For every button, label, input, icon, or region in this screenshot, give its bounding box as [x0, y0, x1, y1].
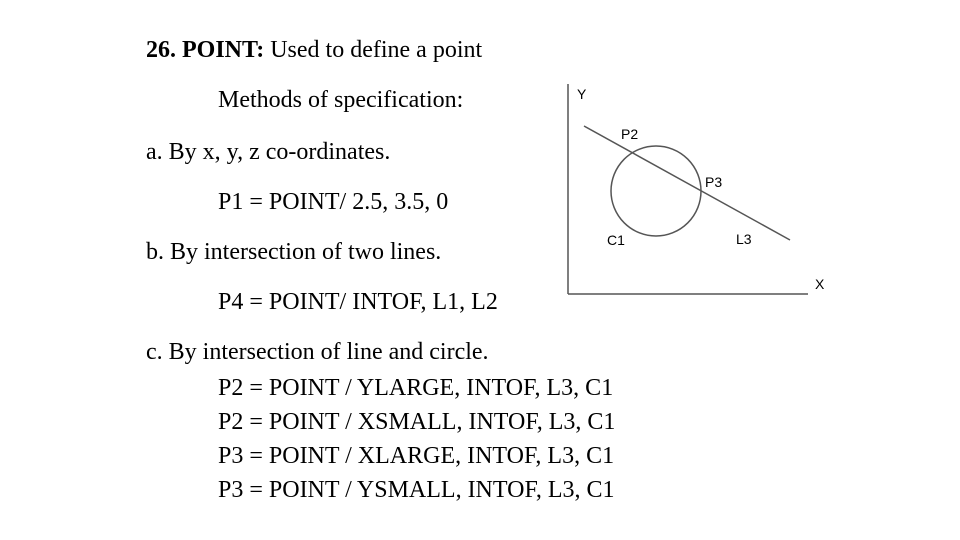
method-b-statement: P4 = POINT/ INTOF, L1, L2: [218, 289, 498, 315]
method-c-statement-4: P3 = POINT / YSMALL, INTOF, L3, C1: [218, 477, 615, 503]
diagram-svg: [560, 78, 850, 310]
x-axis-label: X: [815, 276, 825, 292]
slide-heading: [146, 36, 482, 64]
method-b-label: b. By intersection of two lines.: [146, 239, 442, 265]
method-a-label: a. By x, y, z co-ordinates.: [146, 139, 391, 165]
methods-label: Methods of specification:: [218, 87, 464, 113]
point-label-p2: P2: [621, 126, 639, 142]
method-c-statement-3: P3 = POINT / XLARGE, INTOF, L3, C1: [218, 443, 615, 469]
method-c-statement-2: P2 = POINT / XSMALL, INTOF, L3, C1: [218, 409, 616, 435]
circle-c1: [611, 146, 701, 236]
method-a-statement: P1 = POINT/ 2.5, 3.5, 0: [218, 189, 449, 215]
line-circle-diagram: [560, 78, 850, 310]
point-label-p3: P3: [705, 174, 723, 190]
circle-label-c1: C1: [607, 232, 625, 248]
y-axis-label: Y: [577, 86, 587, 102]
method-c-statement-1: P2 = POINT / YLARGE, INTOF, L3, C1: [218, 375, 614, 401]
heading-number: 26. POINT:: [146, 37, 265, 63]
method-c-label: c. By intersection of line and circle.: [146, 339, 489, 365]
line-label-l3: L3: [736, 231, 752, 247]
heading-description: Used to define a point: [270, 37, 483, 63]
